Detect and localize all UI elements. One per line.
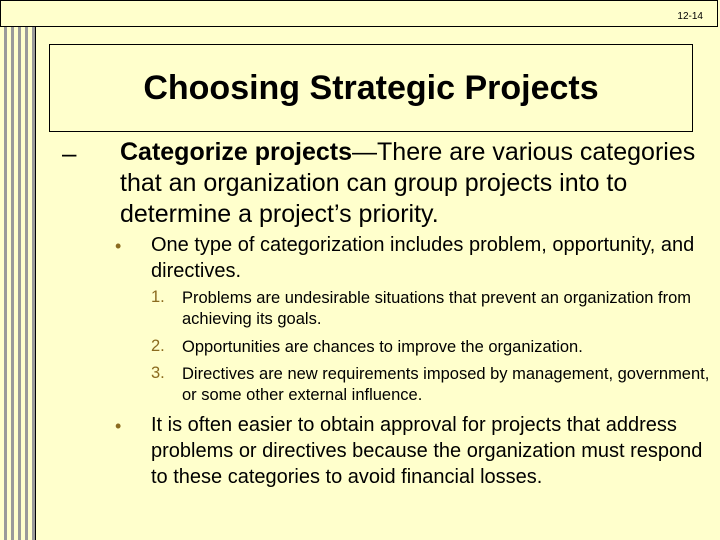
number-1: 1. xyxy=(151,288,165,306)
bullet-text-2: It is often easier to obtain approval for projects that address problems or directives because the organization must respond to these categories to avoid financial losses. xyxy=(151,414,703,488)
level1-text xyxy=(120,137,710,230)
number-3: 3. xyxy=(151,364,165,382)
lead-rest: —There are various categories that an organization can group projects into to determine a project’s priority. xyxy=(120,138,696,228)
slide-title: Choosing Strategic Projects xyxy=(143,69,599,107)
number-2: 2. xyxy=(151,337,165,355)
page-number: 12-14 xyxy=(677,11,703,22)
title-box xyxy=(49,44,693,132)
numbered-text-1: Problems are undesirable situations that prevent an organization from achieving its goals. xyxy=(182,289,692,328)
decorative-sidebar xyxy=(0,27,36,540)
top-bar xyxy=(0,0,718,27)
bullet-1: • xyxy=(115,236,122,256)
lead-bold: Categorize projects xyxy=(120,138,353,166)
bullet-text-1: One type of categorization includes problem, opportunity, and directives. xyxy=(151,234,695,282)
numbered-text-3: Directives are new requirements imposed by management, government, or some other external influence. xyxy=(182,365,710,404)
level1-dash: – xyxy=(62,138,77,168)
numbered-text-2: Opportunities are chances to improve the organization. xyxy=(182,338,583,356)
bullet-2: • xyxy=(115,416,122,436)
